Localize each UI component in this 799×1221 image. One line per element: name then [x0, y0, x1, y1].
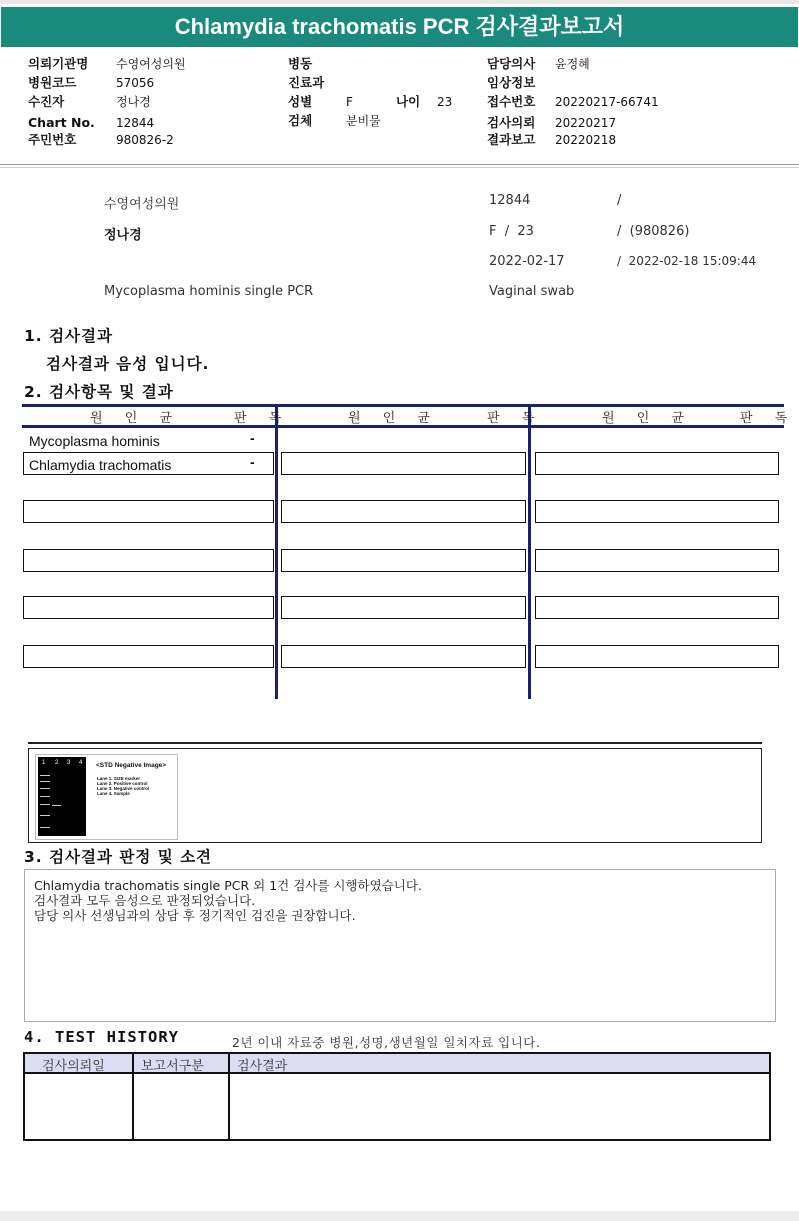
gel-band: [40, 796, 50, 797]
results-col-divider: [528, 404, 531, 699]
info-label-sex: 성별: [288, 94, 313, 109]
summary-date-reported: / 2022-02-18 15:09:44: [617, 254, 757, 268]
summary-chart-sep: /: [617, 193, 622, 208]
history-table-header: [25, 1054, 769, 1074]
info-label-hospital-code: 병원코드: [28, 75, 77, 90]
section3-heading: 3. 검사결과 판정 및 소견: [24, 848, 213, 866]
result-box: [23, 500, 274, 523]
info-label-age: 나이: [396, 94, 421, 109]
gel-band: [40, 827, 50, 828]
gel-top-rule: [28, 742, 762, 744]
section4-heading: 4. TEST HISTORY: [24, 1028, 179, 1046]
col-header-judgement: 판 독: [234, 411, 291, 426]
result-box: [535, 549, 779, 572]
result-name: Mycoplasma hominis: [29, 433, 160, 449]
info-value-request-date: 20220217: [555, 116, 617, 130]
gel-image-title: <STD Negative Image>: [96, 762, 167, 769]
summary-hospital: 수영여성의원: [104, 197, 180, 212]
info-label-doctor: 담당의사: [487, 56, 536, 71]
info-value-age: 23: [437, 95, 453, 109]
result-box: [535, 500, 779, 523]
section1-heading: 1. 검사결과: [24, 327, 113, 345]
results-col-divider: [275, 404, 278, 699]
history-col-report-type: 보고서구분: [141, 1059, 204, 1074]
info-value-doctor: 윤정혜: [555, 57, 590, 71]
result-name: Chlamydia trachomatis: [29, 457, 172, 473]
gel-legend-line: Lane 2. Positive control: [97, 781, 148, 786]
result-box: [535, 645, 779, 668]
gel-band: [40, 781, 50, 782]
opinion-line: 담당 의사 선생님과의 상담 후 정기적인 검진을 권장합니다.: [34, 908, 356, 923]
result-box: [23, 645, 274, 668]
info-value-hospital-code: 57056: [116, 76, 155, 90]
info-value-receipt-no: 20220217-66741: [555, 95, 659, 109]
info-label-chart-no: Chart No.: [28, 115, 95, 130]
summary-sex-age: F / 23: [489, 224, 534, 239]
gel-band: [40, 788, 50, 789]
gel-band: [40, 775, 50, 776]
info-label-ward: 병동: [288, 56, 313, 71]
result-box: [535, 452, 779, 475]
result-box: [281, 596, 526, 619]
gel-lane-number: 4: [79, 760, 83, 766]
divider: [0, 164, 799, 165]
info-label-request-date: 검사의뢰: [487, 115, 536, 130]
summary-patient: 정나경: [104, 228, 142, 243]
summary-birth: / (980826): [617, 224, 690, 239]
result-box: [281, 500, 526, 523]
info-value-sex: F: [346, 95, 353, 109]
info-value-resident-no: 980826-2: [116, 133, 174, 147]
info-value-specimen: 분비물: [346, 114, 381, 128]
info-label-clinical-info: 임상정보: [487, 75, 536, 90]
col-header-pathogen: 원 인 균: [602, 411, 693, 426]
result-box: [535, 596, 779, 619]
info-label-report-date: 결과보고: [487, 132, 536, 147]
info-label-department: 진료과: [288, 75, 325, 90]
gel-band: [52, 805, 61, 806]
gel-legend-line: Lane 4. Sample: [97, 791, 130, 796]
result-box: [281, 549, 526, 572]
result-box: [281, 452, 526, 475]
gel-band: [40, 804, 50, 805]
gel-lane-number: 3: [67, 760, 71, 766]
info-value-report-date: 20220218: [555, 133, 617, 147]
history-col-divider: [132, 1054, 134, 1139]
history-note: 2년 이내 자료중 병원,성명,생년월일 일치자료 입니다.: [232, 1035, 541, 1050]
summary-test-name: Mycoplasma hominis single PCR: [104, 284, 314, 299]
summary-chart: 12844: [489, 193, 531, 208]
gel-legend-line: Lane 1. SIZE marker: [97, 776, 141, 781]
col-header-judgement: 판 독: [487, 411, 544, 426]
opinion-line: Chlamydia trachomatis single PCR 외 1건 검사를 시행하였습니다.: [34, 878, 422, 893]
divider: [0, 167, 799, 168]
info-label-hospital: 의뢰기관명: [28, 56, 89, 71]
info-label-specimen: 검체: [288, 113, 313, 128]
summary-specimen: Vaginal swab: [489, 284, 575, 299]
info-value-chart-no: 12844: [116, 116, 155, 130]
info-value-hospital: 수영여성의원: [116, 57, 186, 71]
result-judgement: -: [250, 430, 255, 446]
gel-legend-line: Lane 3. Negative control: [97, 786, 150, 791]
info-value-patient: 정나경: [116, 95, 151, 109]
top-strip: [0, 0, 799, 4]
section1-result: 검사결과 음성 입니다.: [46, 355, 210, 373]
report-title: Chlamydia trachomatis PCR 검사결과보고서: [1, 7, 798, 47]
col-header-judgement: 판 독: [740, 411, 797, 426]
history-col-result: 검사결과: [237, 1059, 288, 1074]
result-box: [281, 645, 526, 668]
col-header-pathogen: 원 인 균: [90, 411, 181, 426]
result-box: [23, 596, 274, 619]
info-label-patient: 수진자: [28, 94, 65, 109]
history-col-divider: [228, 1054, 230, 1139]
gel-band: [40, 815, 50, 816]
info-label-resident-no: 주민번호: [28, 132, 77, 147]
result-judgement: -: [250, 454, 255, 470]
gel-lane-number: 1: [42, 760, 46, 766]
opinion-line: 검사결과 모두 음성으로 판정되었습니다.: [34, 893, 256, 908]
info-label-receipt-no: 접수번호: [487, 94, 536, 109]
summary-date-requested: 2022-02-17: [489, 254, 565, 269]
gel-lane-number: 2: [55, 760, 59, 766]
section2-heading: 2. 검사항목 및 결과: [24, 383, 174, 401]
col-header-pathogen: 원 인 균: [348, 411, 439, 426]
bottom-strip: [0, 1211, 799, 1221]
history-col-request-date: 검사의뢰일: [42, 1059, 105, 1074]
result-box: [23, 549, 274, 572]
